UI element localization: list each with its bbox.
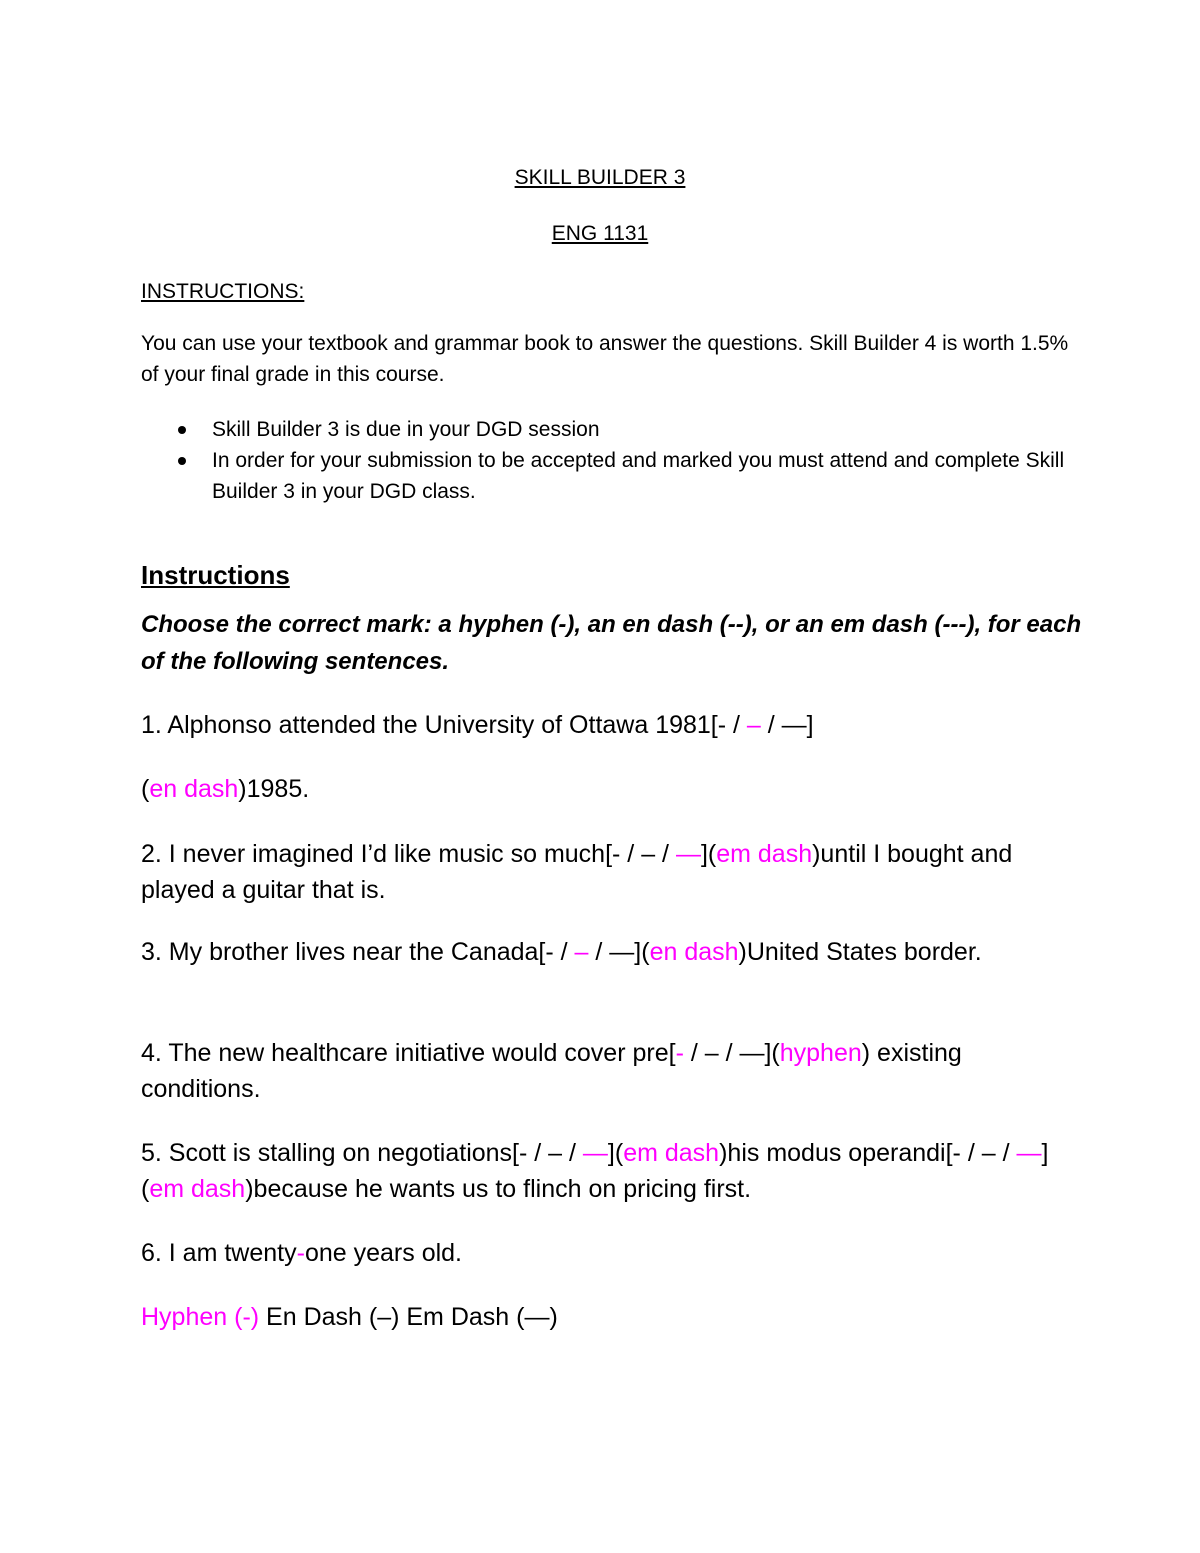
answer-label: en dash	[149, 775, 239, 803]
answer-label: em dash	[149, 1175, 246, 1203]
question-5: 5. Scott is stalling on negotiations[- / – / —](em dash)his modus operandi[- / – / —](em dash)because he wants us to flinch on pricing first.	[141, 1139, 1049, 1203]
answer-label: hyphen	[779, 1039, 862, 1067]
bullet-icon	[178, 457, 186, 465]
selected-mark: —	[1016, 1139, 1042, 1167]
course-code: ENG 1131	[551, 222, 649, 245]
legend-hyphen: Hyphen (-)	[141, 1303, 260, 1331]
question-4: 4. The new healthcare initiative would cover pre[- / – / —](hyphen) existing conditions.	[141, 1039, 962, 1103]
selected-mark: -	[675, 1039, 684, 1067]
question-1-answer: (en dash)1985.	[141, 775, 310, 803]
bullet-icon	[178, 426, 186, 434]
instructions-label: INSTRUCTIONS:	[141, 280, 305, 303]
document-title: SKILL BUILDER 3	[514, 166, 686, 189]
section-heading: Instructions	[141, 560, 290, 590]
answer-label: em dash	[716, 840, 813, 868]
question-6: 6. I am twenty-one years old.	[141, 1239, 462, 1267]
list-item: In order for your submission to be accepted and marked you must attend and complete Skill Builder 3 in your DGD class.	[141, 445, 1071, 507]
intro-paragraph: You can use your textbook and grammar book to answer the questions. Skill Builder 4 is worth 1.5% of your final grade in this course.	[141, 332, 1069, 386]
section-prompt: Choose the correct mark: a hyphen (-), an en dash (--), or an em dash (---), for each of the following sentences.	[141, 611, 1082, 675]
intro-bullet-list	[141, 414, 1071, 507]
mark-legend	[141, 1299, 1071, 1335]
question-1: 1. Alphonso attended the University of Ottawa 1981[- / – / —]	[141, 711, 814, 739]
selected-mark: –	[746, 711, 761, 739]
selected-mark: -	[296, 1239, 305, 1267]
question-3: 3. My brother lives near the Canada[- / – / —](en dash)United States border.	[141, 938, 982, 966]
question-2: 2. I never imagined I’d like music so much[- / – / —](em dash)until I bought and played a guitar that is.	[141, 840, 1013, 904]
legend-dashes: En Dash (–) Em Dash (—)	[259, 1303, 558, 1331]
selected-mark: —	[675, 840, 701, 868]
selected-mark: —	[582, 1139, 608, 1167]
answer-label: em dash	[623, 1139, 720, 1167]
answer-label: en dash	[649, 938, 739, 966]
selected-mark: –	[574, 938, 589, 966]
list-item: Skill Builder 3 is due in your DGD session	[141, 414, 1071, 445]
